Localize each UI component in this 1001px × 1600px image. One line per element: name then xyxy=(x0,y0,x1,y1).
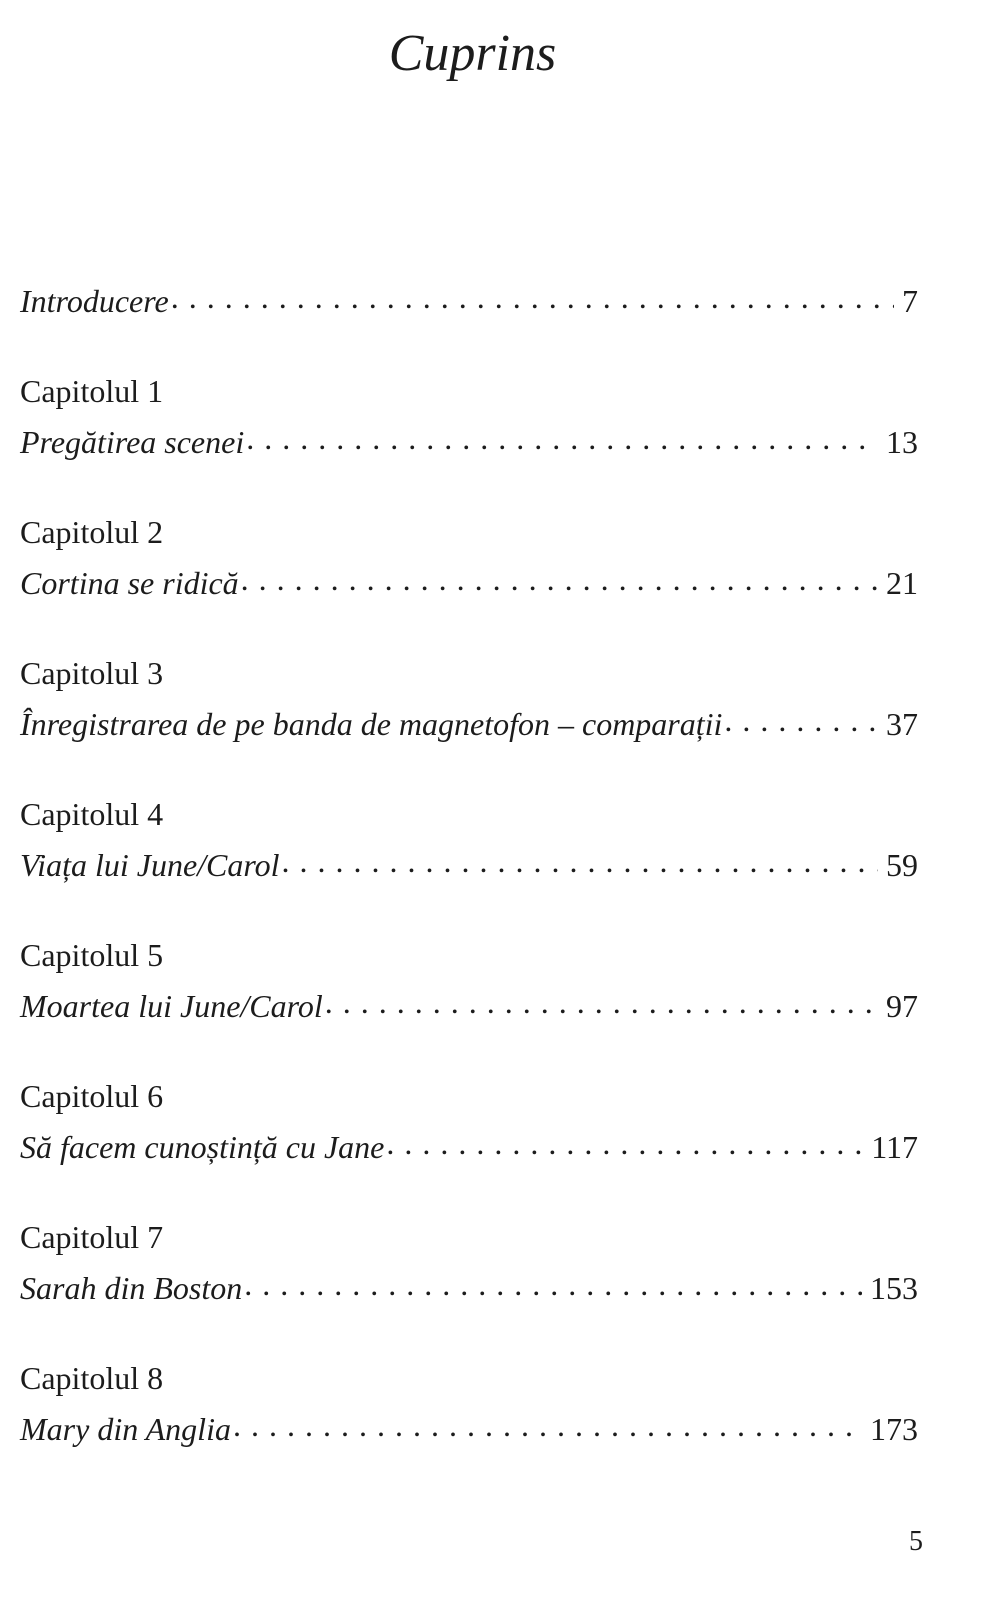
toc-entry-chapter xyxy=(20,368,918,509)
toc-entry-title: Înregistrarea de pe banda de magnetofon – comparații xyxy=(20,706,723,742)
toc-entry-chapter xyxy=(20,509,918,650)
chapter-label: Capitolul 7 xyxy=(20,1219,164,1255)
toc-entry-title: Sarah din Boston xyxy=(20,1270,243,1306)
toc-line xyxy=(20,1265,918,1311)
dot-leader xyxy=(724,705,878,735)
toc-entry-chapter xyxy=(20,650,918,791)
toc-line xyxy=(20,1124,918,1170)
dot-leader xyxy=(246,423,878,453)
toc-entry-title: Viața lui June/Carol xyxy=(20,847,280,883)
toc-entry-title: Introducere xyxy=(20,283,169,319)
toc-line xyxy=(20,1406,918,1452)
toc-entry-title: Să facem cunoștință cu Jane xyxy=(20,1129,385,1165)
toc-page-number: 21 xyxy=(886,565,918,601)
dot-leader xyxy=(386,1128,863,1158)
chapter-label: Capitolul 2 xyxy=(20,514,164,550)
toc-page-number: 97 xyxy=(886,988,918,1024)
toc-page-number: 173 xyxy=(870,1411,918,1447)
toc-line xyxy=(20,560,918,606)
toc-entry-chapter xyxy=(20,791,918,932)
dot-leader xyxy=(241,564,878,594)
page-number-footer: 5 xyxy=(909,1526,923,1557)
page-title: Cuprins xyxy=(388,25,557,82)
table-of-contents xyxy=(20,278,918,1496)
toc-line xyxy=(20,983,918,1029)
chapter-label: Capitolul 1 xyxy=(20,373,164,409)
toc-entry-title: Mary din Anglia xyxy=(20,1411,231,1447)
toc-page-number: 7 xyxy=(902,283,918,319)
toc-page-number: 13 xyxy=(886,424,918,460)
chapter-label: Capitolul 4 xyxy=(20,796,164,832)
dot-leader xyxy=(244,1269,862,1299)
dot-leader xyxy=(282,846,878,876)
toc-line xyxy=(20,701,918,747)
toc-entry-title: Cortina se ridică xyxy=(20,565,239,601)
chapter-label: Capitolul 5 xyxy=(20,937,164,973)
toc-entry-title: Pregătirea scenei xyxy=(20,424,245,460)
toc-line xyxy=(20,419,918,465)
chapter-label: Capitolul 6 xyxy=(20,1078,164,1114)
toc-entry-chapter xyxy=(20,1073,918,1214)
toc-entry-chapter xyxy=(20,932,918,1073)
dot-leader xyxy=(171,282,894,312)
toc-entry-chapter xyxy=(20,1214,918,1355)
toc-entry-title: Moartea lui June/Carol xyxy=(20,988,323,1024)
toc-page-number: 37 xyxy=(886,706,918,742)
dot-leader xyxy=(233,1410,862,1440)
toc-line xyxy=(20,842,918,888)
chapter-label: Capitolul 8 xyxy=(20,1360,164,1396)
toc-page-number: 153 xyxy=(870,1270,918,1306)
toc-page-number: 59 xyxy=(886,847,918,883)
toc-entry-chapter xyxy=(20,1355,918,1496)
toc-line xyxy=(20,278,918,324)
toc-page-number: 117 xyxy=(871,1129,918,1165)
chapter-label: Capitolul 3 xyxy=(20,655,164,691)
toc-entry-introduction xyxy=(20,278,918,368)
dot-leader xyxy=(325,987,878,1017)
